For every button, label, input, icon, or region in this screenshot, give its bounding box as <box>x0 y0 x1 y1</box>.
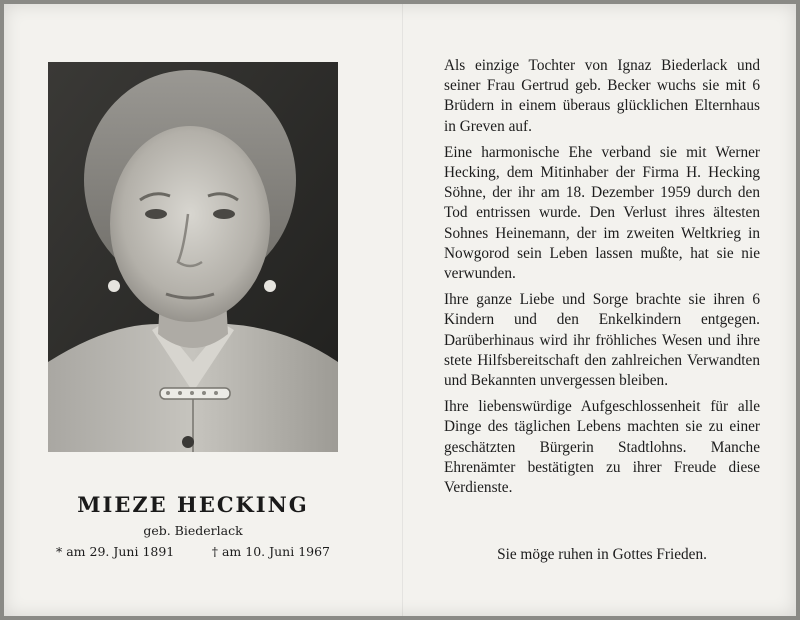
closing-prayer: Sie möge ruhen in Gottes Frieden. <box>497 546 707 563</box>
birth-date: * am 29. Juni 1891 <box>56 544 175 559</box>
maiden-name: geb. Biederlack <box>143 523 243 538</box>
deceased-name: MIEZE HECKING <box>77 492 309 517</box>
card-fold-line <box>402 4 403 616</box>
biography-text <box>444 56 760 504</box>
memorial-card <box>4 4 796 616</box>
biography-paragraph: Ihre liebenswürdige Aufgeschlossenheit für alle Dinge des täglichen Lebens machten sie zu einer geschätzten Bürgerin Stadtlohns. Manche Ehrenämter bestätigten zu ihrer Freude diese Verdienste. <box>444 398 760 497</box>
life-dates <box>48 544 338 559</box>
portrait-photo <box>48 62 338 452</box>
biography-paragraph: Eine harmonische Ehe verband sie mit Werner Hecking, dem Mitinhaber der Firma H. Hecking Söhne, der ihr am 18. Dezember 1959 durch den Tod entrissen wurde. Den Verlust ihres ältesten Sohnes Heinemann, der im zweiten Weltkrieg in Nowgorod sein Leben lassen mußte, hat sie nie verwunden. <box>444 143 760 283</box>
biography-paragraph: Als einzige Tochter von Ignaz Biederlack und seiner Frau Gertrud geb. Becker wuchs sie mit 6 Brüdern in einem überaus glücklichen Elternhaus in Greven auf. <box>444 57 760 135</box>
death-date: † am 10. Juni 1967 <box>211 544 330 559</box>
biography-paragraph: Ihre ganze Liebe und Sorge brachte sie ihren 6 Kindern und den Enkelkindern entgegen. Darüberhinaus wird ihr fröhliches Wesen und ihre stete Hilfsbereitschaft den zahlreichen Verwandten und Bekannten unvergessen bleiben. <box>444 291 760 390</box>
